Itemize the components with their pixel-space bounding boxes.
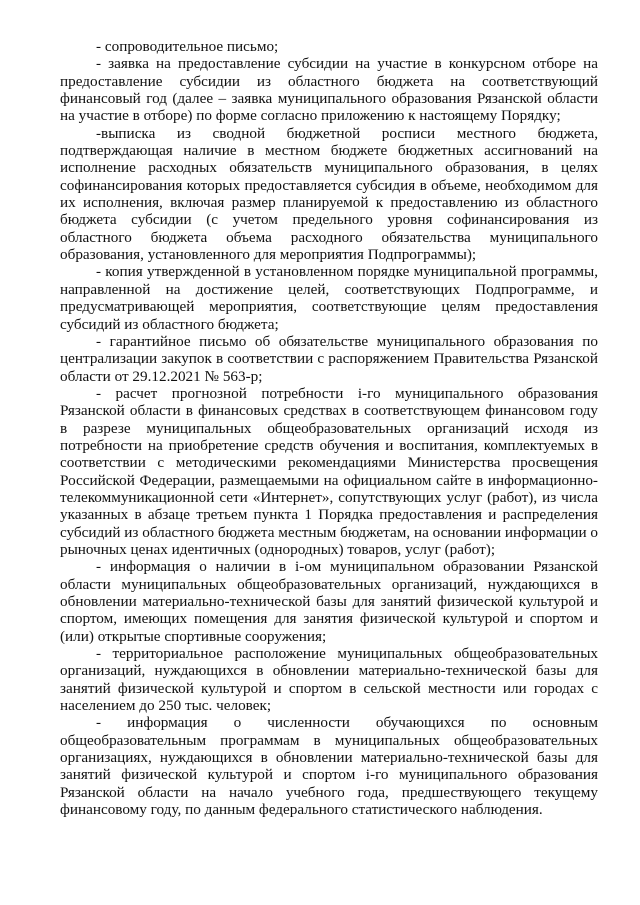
paragraph-guarantee-letter: - гарантийное письмо об обязательстве муниципального образования по централизации закупок в соответствии с распоряжением Правительства Рязанской области от 29.12.2021 № 563-р; <box>60 332 598 385</box>
paragraph-forecast-calculation: - расчет прогнозной потребности i-го муниципального образования Рязанской области в финансовых средствах в соответствующем финансовом году в разрезе муниципальных общеобразовательных организаций исходя из потребности на приобретение средств обучения и воспитания, комплектуемых в соответствии с методическими рекомендациями Министерства просвещения Российской Федерации, размещаемыми на официальном сайте в информационно-телекоммуникационной сети «Интернет», сопутствующих услуг (работ), из числа указанных в абзаце третьем пункта 1 Порядка предоставления и распределения субсидий из областного бюджета местным бюджетам, на основании информации о рыночных ценах идентичных (однородных) товаров, услуг (работ); <box>60 384 599 558</box>
paragraph-program-copy: - копия утвержденной в установленном порядке муниципальной программы, направленной на достижение целей, соответствующих Подпрограмме, и предусматривающей мероприятия, соответствующие целям предоставления субсидий из областного бюджета; <box>60 263 598 333</box>
paragraph-student-count: - информация о численности обучающихся по основным общеобразовательным программам в муниципальных общеобразовательных организациях, нуждающихся в обновлении материально-технической базы для занятий физической культурой и спортом i-го муниципального образования Рязанской области на начало учебного года, предшествующего текущему финансовому году, по данным федерального статистического наблюдения. <box>60 714 598 819</box>
paragraph-application: - заявка на предоставление субсидии на участие в конкурсном отборе на предоставление субсидии из областного бюджета на соответствующий финансовый год (далее – заявка муниципального образования Рязанской области на участие в отборе) по форме согласно приложению к настоящему Порядку; <box>60 55 598 125</box>
paragraph-cover-letter: - сопроводительное письмо; <box>96 38 279 55</box>
paragraph-territorial-location: - территориальное расположение муниципальных общеобразовательных организаций, нуждающихся в обновлении материально-технической базы для занятий физической культурой и спортом в сельской местности или городах с населением до 250 тыс. человек; <box>60 645 598 715</box>
paragraph-budget-extract: -выписка из сводной бюджетной росписи местного бюджета, подтверждающая наличие в местном бюджете бюджетных ассигнований на исполнение расходных обязательств муниципального образования, в целях софинансирования которых предоставляется субсидия в объеме, необходимом для их исполнения, включая размер планируемой к предоставлению из областного бюджета субсидии (с учетом предельного уровня софинансирования из областного бюджета объема расходного обязательства муниципального образования, установленного для мероприятия Подпрограммы); <box>60 124 598 264</box>
paragraph-organizations-info: - информация о наличии в i-ом муниципальном образовании Рязанской области муниципальных общеобразовательных организаций, нуждающихся в обновлении материально-технической базы для занятий физической культурой и спортом, имеющих помещения для занятия физической культурой и спортом и (или) открытые спортивные сооружения; <box>60 558 598 645</box>
